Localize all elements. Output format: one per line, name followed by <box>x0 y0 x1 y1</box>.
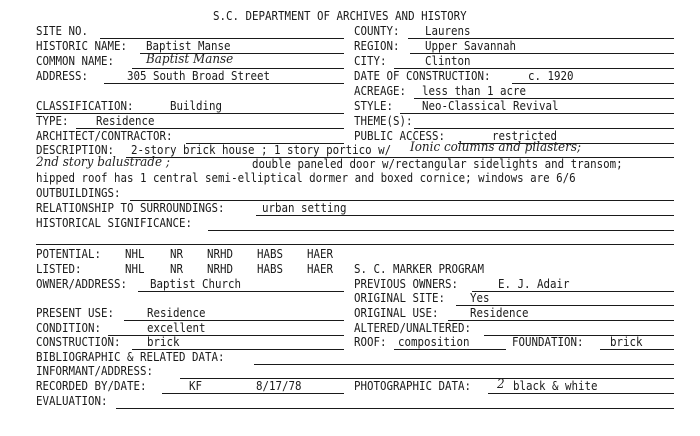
evaluation-line <box>116 408 674 409</box>
classification-label: CLASSIFICATION: <box>36 99 134 113</box>
public-access-value: restricted <box>492 129 558 143</box>
historic-name-value: Baptist Manse <box>146 39 231 53</box>
roof-value: composition <box>398 335 470 349</box>
foundation-value: brick <box>610 335 643 349</box>
outbuildings-label: OUTBUILDINGS: <box>36 186 121 200</box>
relationship-label: RELATIONSHIP TO SURROUNDINGS: <box>36 201 225 215</box>
county-value: Laurens <box>425 24 471 38</box>
address-label: ADDRESS: <box>36 69 89 83</box>
classification-value: Building <box>170 99 223 113</box>
photographic-value: black & white <box>513 379 598 393</box>
theme-label: THEME(S): <box>354 114 413 128</box>
condition-line <box>108 335 344 336</box>
relationship-value: urban setting <box>262 201 347 215</box>
original-use-value: Residence <box>470 306 529 320</box>
public-access-label: PUBLIC ACCESS: <box>354 129 446 143</box>
recorded-label: RECORDED BY/DATE: <box>36 379 147 393</box>
historic-name-label: HISTORIC NAME: <box>36 39 128 53</box>
recorded-by-value: KF <box>189 379 203 393</box>
original-site-label: ORIGINAL SITE: <box>354 291 446 305</box>
type-label: TYPE: <box>36 114 69 128</box>
description-line2-typed: double paneled door w/rectangular sidelights and transom; <box>252 157 623 171</box>
listed-code-haer: HAER <box>307 262 334 276</box>
potential-label: POTENTIAL: <box>36 247 102 261</box>
style-label: STYLE: <box>354 99 394 113</box>
form-title: S.C. DEPARTMENT OF ARCHIVES AND HISTORY <box>213 9 467 23</box>
listed-code-nhl: NHL <box>125 262 145 276</box>
owner-line <box>138 291 344 292</box>
relationship-line <box>256 215 674 216</box>
architect-label: ARCHITECT/CONTRACTOR: <box>36 129 173 143</box>
previous-owners-line <box>472 291 674 292</box>
bibliographic-label: BIBLIOGRAPHIC & RELATED DATA: <box>36 350 225 364</box>
style-value: Neo-Classical Revival <box>422 99 559 113</box>
potential-code-haer: HAER <box>307 247 334 261</box>
region-value: Upper Savannah <box>425 39 517 53</box>
description-line1-hand: Ionic columns and pilasters; <box>410 140 582 155</box>
photographic-count: 2 <box>497 377 505 392</box>
date-label: DATE OF CONSTRUCTION: <box>354 69 491 83</box>
site-no-label: SITE NO. <box>36 24 89 38</box>
acreage-label: ACREAGE: <box>354 84 407 98</box>
address-line <box>104 83 344 84</box>
owner-label: OWNER/ADDRESS: <box>36 277 128 291</box>
date-line <box>512 83 674 84</box>
listed-code-habs: HABS <box>257 262 284 276</box>
recorded-date-value: 8/17/78 <box>256 379 302 393</box>
evaluation-label: EVALUATION: <box>36 394 108 408</box>
section-rule <box>36 244 674 245</box>
roof-label: ROOF: <box>354 335 387 349</box>
potential-code-nhl: NHL <box>125 247 145 261</box>
city-label: CITY: <box>354 54 387 68</box>
region-label: REGION: <box>354 39 400 53</box>
listed-code-nr: NR <box>170 262 184 276</box>
foundation-line <box>600 349 674 350</box>
common-name-value: Baptist Manse <box>146 52 234 67</box>
description-label: DESCRIPTION: <box>36 143 115 157</box>
photographic-label: PHOTOGRAPHIC DATA: <box>354 379 472 393</box>
style-line <box>400 113 674 114</box>
altered-label: ALTERED/UNALTERED: <box>354 321 472 335</box>
original-site-value: Yes <box>470 291 490 305</box>
description-line1-typed: 2-story brick house ; 1 story portico w/ <box>131 143 392 157</box>
description-line2-hand: 2nd story balustrade ; <box>36 155 170 170</box>
marker-program-label: S. C. MARKER PROGRAM <box>354 262 485 276</box>
description-line3: hipped roof has 1 central semi-elliptical dormer and boxed cornice; windows are 6/6 <box>36 171 576 185</box>
photographic-line <box>488 393 674 394</box>
common-name-label: COMMON NAME: <box>36 54 115 68</box>
listed-code-nrhd: NRHD <box>207 262 234 276</box>
present-use-label: PRESENT USE: <box>36 306 115 320</box>
classification-line <box>36 113 344 114</box>
original-use-line <box>448 320 674 321</box>
city-value: Clinton <box>425 54 471 68</box>
bibliographic-line <box>254 364 674 365</box>
recorded-line <box>162 393 344 394</box>
construction-value: brick <box>147 335 180 349</box>
construction-label: CONSTRUCTION: <box>36 335 121 349</box>
present-use-value: Residence <box>147 306 206 320</box>
significance-line <box>208 230 674 231</box>
roof-line <box>394 349 506 350</box>
previous-owners-value: E. J. Adair <box>498 277 570 291</box>
condition-value: excellent <box>147 321 206 335</box>
significance-label: HISTORICAL SIGNIFICANCE: <box>36 216 193 230</box>
address-value: 305 South Broad Street <box>127 69 271 83</box>
acreage-value: less than 1 acre <box>422 84 527 98</box>
condition-label: CONDITION: <box>36 321 102 335</box>
previous-owners-label: PREVIOUS OWNERS: <box>354 277 459 291</box>
type-value: Residence <box>96 114 155 128</box>
county-label: COUNTY: <box>354 24 400 38</box>
informant-label: INFORMANT/ADDRESS: <box>36 364 154 378</box>
potential-code-habs: HABS <box>257 247 284 261</box>
original-use-label: ORIGINAL USE: <box>354 306 439 320</box>
foundation-label: FOUNDATION: <box>512 335 584 349</box>
potential-code-nr: NR <box>170 247 184 261</box>
owner-value: Baptist Church <box>150 277 242 291</box>
potential-code-nrhd: NRHD <box>207 247 234 261</box>
date-value: c. 1920 <box>528 69 574 83</box>
listed-label: LISTED: <box>36 262 82 276</box>
